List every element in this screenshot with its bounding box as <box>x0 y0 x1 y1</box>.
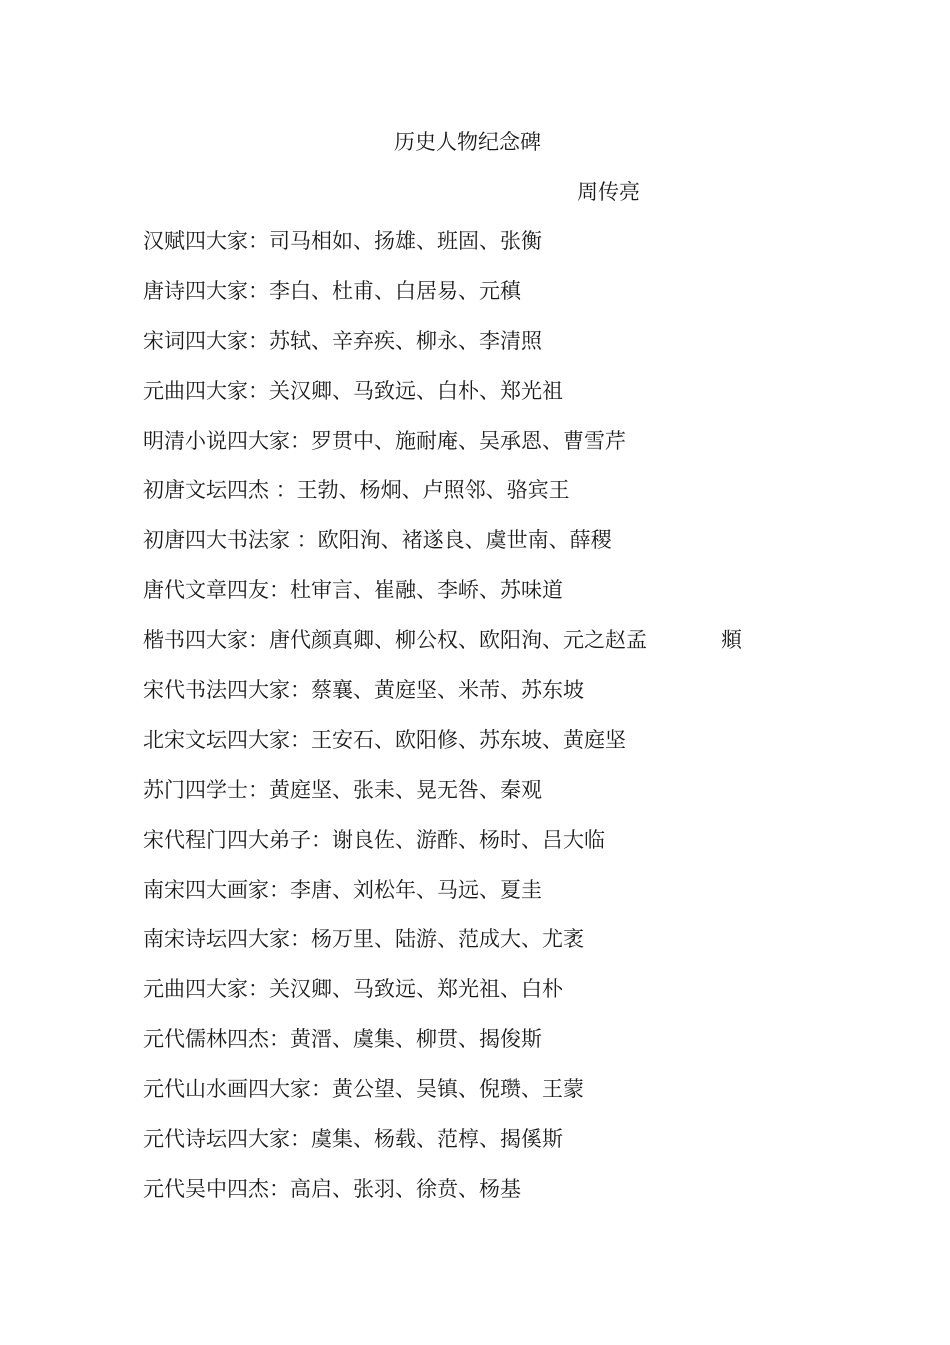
list-item: 元曲四大家：关汉卿、马致远、郑光祖、白朴 <box>143 977 563 1002</box>
list-item: 南宋诗坛四大家：杨万里、陆游、范成大、尤袤 <box>143 927 584 952</box>
list-item-tail-char: 頫 <box>721 628 742 653</box>
list-item: 初唐文坛四杰 ：王勃、杨炯、卢照邻、骆宾王 <box>143 478 570 503</box>
list-item: 唐诗四大家：李白、杜甫、白居易、元稹 <box>143 278 521 303</box>
list-item: 明清小说四大家：罗贯中、施耐庵、吴承恩、曹雪芹 <box>143 428 626 453</box>
entry-list <box>143 227 742 1225</box>
list-item: 元代儒林四杰：黄溍、虞集、柳贯、揭俊斯 <box>143 1027 542 1052</box>
list-item: 初唐四大书法家 ：欧阳洵、褚遂良、虞世南、薛稷 <box>143 528 612 553</box>
list-item: 南宋四大画家：李唐、刘松年、马远、夏圭 <box>143 877 542 902</box>
list-item: 宋词四大家：苏轼、辛弃疾、柳永、李清照 <box>143 328 542 353</box>
list-item: 宋代书法四大家：蔡襄、黄庭坚、米芾、苏东坡 <box>143 678 584 703</box>
document-title: 历史人物纪念碑 <box>394 130 541 154</box>
list-item: 唐代文章四友：杜审言、崔融、李峤、苏味道 <box>143 578 563 603</box>
list-item: 宋代程门四大弟子：谢良佐、游酢、杨时、吕大临 <box>143 827 605 852</box>
list-item-text: 楷书四大家：唐代颜真卿、柳公权、欧阳洵、元之赵孟 <box>143 628 647 653</box>
list-item: 元代吴中四杰：高启、张羽、徐贲、杨基 <box>143 1176 521 1201</box>
list-item-with-tail <box>143 626 742 676</box>
list-item: 北宋文坛四大家：王安石、欧阳修、苏东坡、黄庭坚 <box>143 727 626 752</box>
list-item: 元曲四大家：关汉卿、马致远、白朴、郑光祖 <box>143 378 563 403</box>
list-item: 苏门四学士：黄庭坚、张耒、晃无咎、秦观 <box>143 777 542 802</box>
list-item: 元代诗坛四大家：虞集、杨载、范椁、揭傒斯 <box>143 1127 563 1152</box>
author-name: 周传亮 <box>577 180 640 204</box>
list-item: 汉赋四大家：司马相如、扬雄、班固、张衡 <box>143 229 542 253</box>
list-item: 元代山水画四大家：黄公望、吴镇、倪瓒、王蒙 <box>143 1077 584 1102</box>
